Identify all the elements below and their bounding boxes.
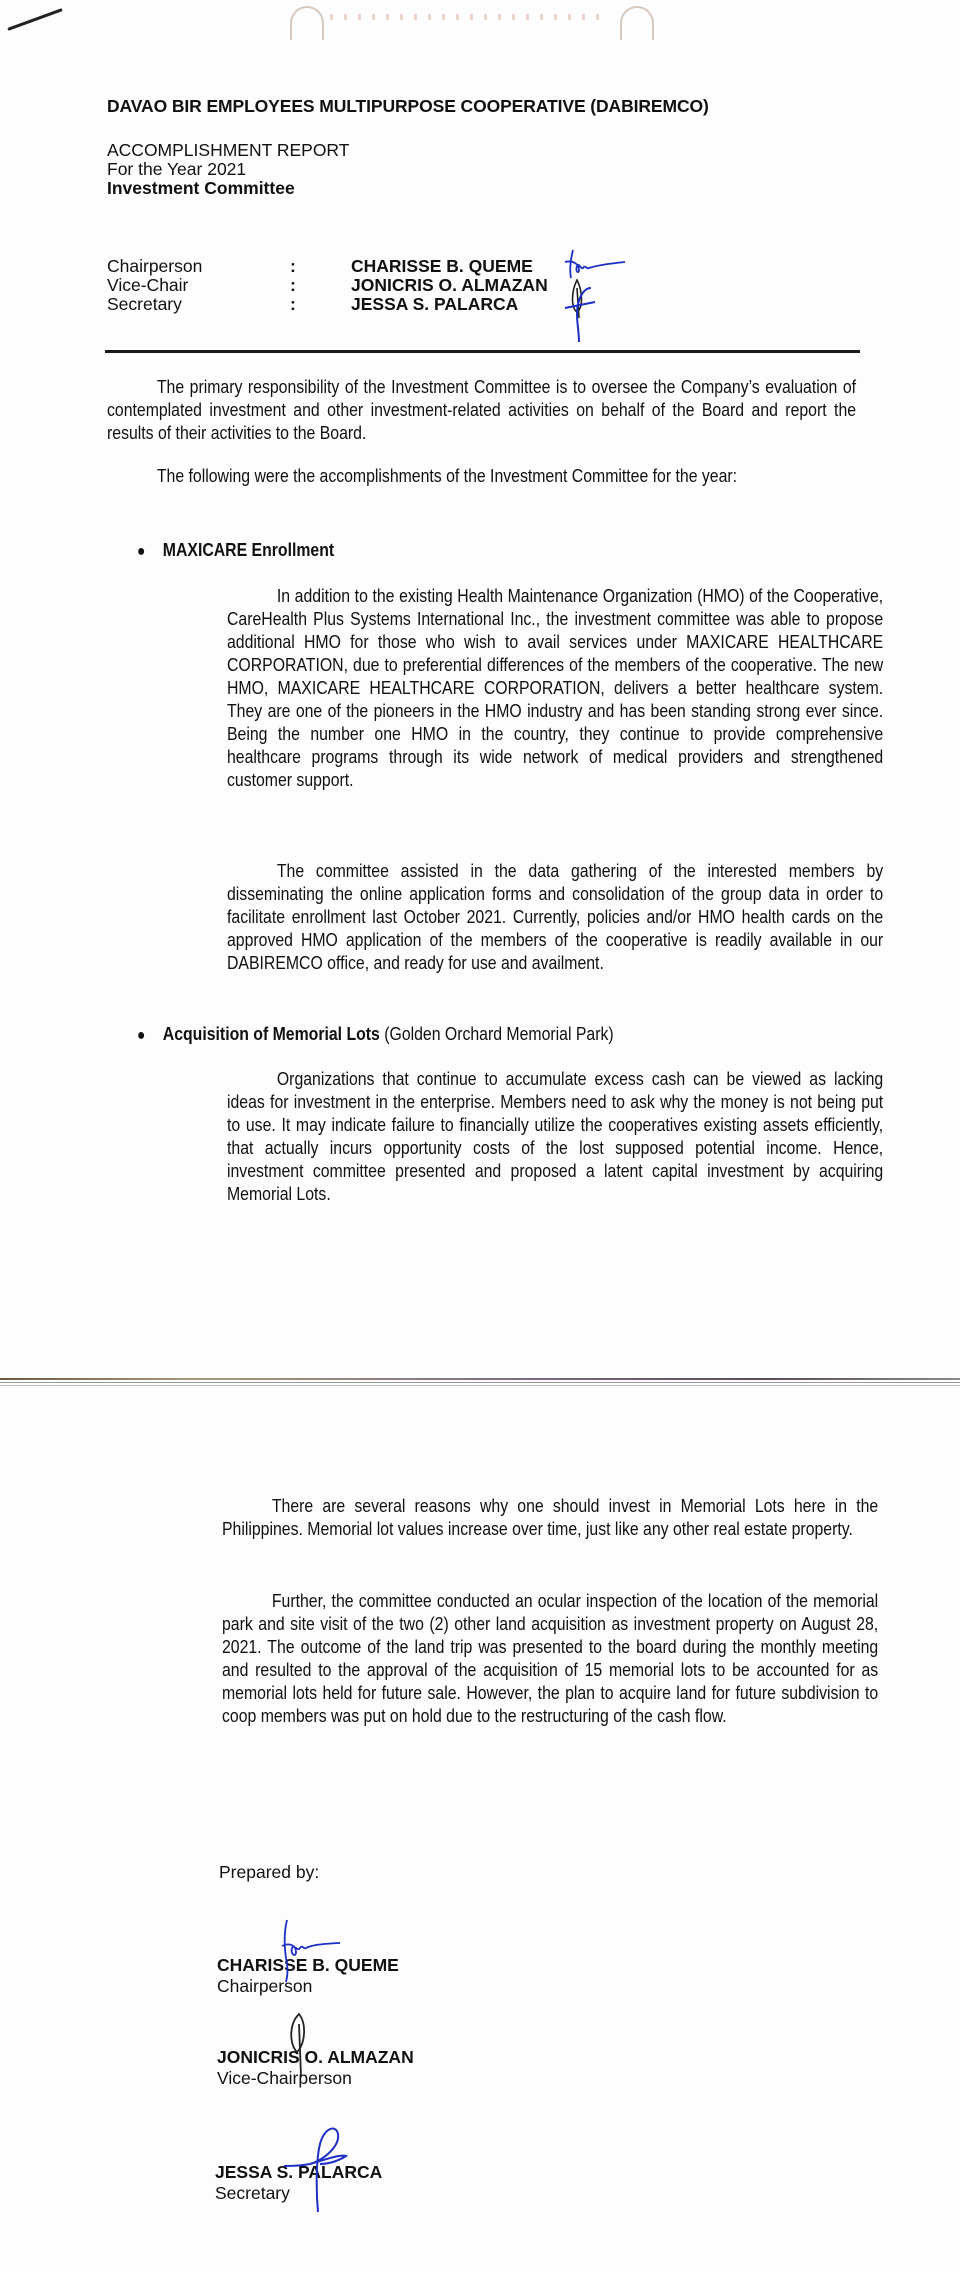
officer-role: Chairperson <box>107 256 203 276</box>
binder-hole-ghost <box>620 6 654 40</box>
signatory-position: Vice-Chairperson <box>217 2068 352 2088</box>
officer-name: JONICRIS O. ALMAZAN <box>351 275 548 295</box>
signature-initials-icon <box>565 248 635 348</box>
accomplishment-heading <box>137 538 334 563</box>
accomplishment-title: Acquisition of Memorial Lots <box>162 1023 380 1044</box>
report-title: ACCOMPLISHMENT REPORT <box>107 140 350 160</box>
report-period: For the Year 2021 <box>107 159 247 179</box>
pen-mark <box>7 8 63 31</box>
officer-separator: : <box>290 294 296 314</box>
accomplishment-title: MAXICARE Enrollment <box>162 539 335 560</box>
prepared-by-label: Prepared by: <box>219 1862 320 1882</box>
officer-name: CHARISSE B. QUEME <box>351 256 533 276</box>
signatory-name: CHARISSE B. QUEME <box>217 1955 399 1975</box>
signatory-block <box>217 2047 414 2089</box>
page-separator <box>0 1378 960 1386</box>
bullet-dot-icon: ● <box>137 543 146 560</box>
officer-separator: : <box>290 256 296 276</box>
bullet-dot-icon: ● <box>137 1027 146 1044</box>
officer-row <box>107 257 548 276</box>
organization-title: DAVAO BIR EMPLOYEES MULTIPURPOSE COOPERATIVE (DABIREMCO) <box>107 96 709 116</box>
signatory-position: Secretary <box>215 2183 290 2203</box>
intro-paragraph: The following were the accomplishments of the Investment Committee for the year: <box>156 465 738 486</box>
binder-hole-ghost <box>290 6 324 40</box>
officers-list <box>107 257 548 314</box>
report-header <box>107 141 349 198</box>
accomplishment-paragraph: In addition to the existing Health Maintenance Organization (HMO) of the Cooperative, CareHealth Plus Systems International Inc., the investment committee was able to propose additional HMO for those who wish to avail services under MAXICARE HEALTHCARE CORPORATION, due to preferential differences of the members of the cooperative. The new HMO, MAXICARE HEALTHCARE CORPORATION, delivers a better healthcare system. They are one of the pioneers in the HMO industry and has been standing strong ever since. Being the number one HMO in the country, they continue to provide comprehensive healthcare programs through its wide network of medical providers and strengthened customer support. <box>227 585 884 790</box>
committee-name: Investment Committee <box>107 178 295 198</box>
bleed-through-specks <box>330 14 600 20</box>
header-divider <box>105 350 860 353</box>
officer-role: Secretary <box>107 294 182 314</box>
officer-separator: : <box>290 275 296 295</box>
officer-role: Vice-Chair <box>107 275 189 295</box>
accomplishment-heading <box>137 1022 614 1047</box>
intro-paragraph: The primary responsibility of the Investment Committee is to oversee the Company’s evaluation of contemplated investment and other investment-related activities on behalf of the Board and report the results of their activities to the Board. <box>107 376 857 443</box>
signatory-position: Chairperson <box>217 1976 313 1996</box>
accomplishment-paragraph: Further, the committee conducted an ocular inspection of the location of the memorial park and site visit of the two (2) other land acquisition as investment property on August 28, 2021. The outcome of the land trip was presented to the board during the monthly meeting and resulted to the approval of the acquisition of 15 memorial lots to be accounted for as memorial lots held for future sale. However, the plan to acquire land for future subdivision to coop members was put on hold due to the restructuring of the cash flow. <box>222 1590 879 1726</box>
accomplishment-paragraph: The committee assisted in the data gathering of the interested members by disseminating the online application forms and consolidation of the group data in order to facilitate enrollment last October 2021. Currently, policies and/or HMO health cards on the approved HMO application of the members of the cooperative is readily available in our DABIREMCO office, and ready for use and availment. <box>227 860 884 973</box>
signatory-name: JESSA S. PALARCA <box>215 2162 383 2182</box>
signatory-name: JONICRIS O. ALMAZAN <box>217 2047 414 2067</box>
accomplishment-paragraph: Organizations that continue to accumulate excess cash can be viewed as lacking ideas for investment in the enterprise. Members need to ask why the money is not being put to use. It may indicate failure to financially utilize the cooperatives existing assets efficiently, that actually incurs opportunity costs of the lost supposed potential income. Hence, investment committee presented and proposed a latent capital investment by acquiring Memorial Lots. <box>227 1068 884 1204</box>
accomplishment-paragraph: There are several reasons why one should invest in Memorial Lots here in the Philippines. Memorial lot values increase over time, just like any other real estate property. <box>222 1495 879 1539</box>
signatory-block <box>215 2162 382 2204</box>
signatory-block <box>217 1955 399 1997</box>
officer-row <box>107 276 548 295</box>
officer-row <box>107 295 548 314</box>
accomplishment-subtitle: (Golden Orchard Memorial Park) <box>384 1023 614 1044</box>
officer-name: JESSA S. PALARCA <box>351 294 519 314</box>
